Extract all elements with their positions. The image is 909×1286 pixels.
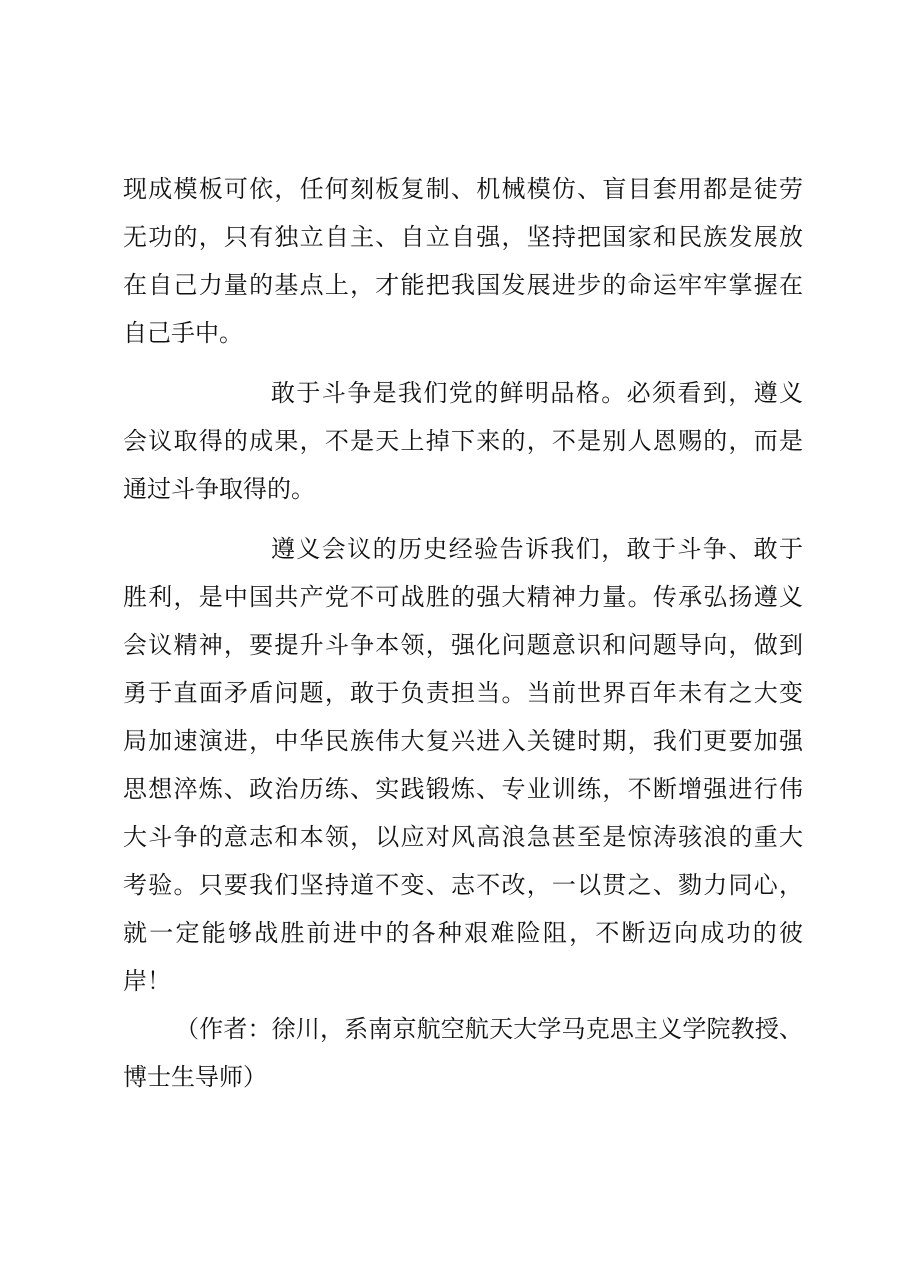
paragraph-line: 局加速演进，中华民族伟大复兴进入关键时期，我们更要加强 <box>123 727 803 755</box>
paragraph-line: 会议取得的成果，不是天上掉下来的，不是别人恩赐的，而是 <box>123 427 803 455</box>
paragraph-1 <box>123 165 803 357</box>
paragraph-line: 通过斗争取得的。 <box>123 475 315 503</box>
paragraph-2 <box>123 369 803 513</box>
paragraph-line: 会议精神，要提升斗争本领，强化问题意识和问题导向，做到 <box>123 631 803 659</box>
paragraph-line: 思想淬炼、政治历练、实践锻炼、专业训练，不断增强进行伟 <box>123 775 803 803</box>
paragraph-line: 自己手中。 <box>123 319 243 347</box>
paragraph-line: 现成模板可依，任何刻板复制、机械模仿、盲目套用都是徒劳 <box>123 175 803 203</box>
paragraph-line: 勇于直面矛盾问题，敢于负责担当。当前世界百年未有之大变 <box>123 679 803 707</box>
paragraph-line: 就一定能够战胜前进中的各种艰难险阻，不断迈向成功的彼 <box>123 919 803 947</box>
paragraph-line: 无功的，只有独立自主、自立自强，坚持把国家和民族发展放 <box>123 223 803 251</box>
paragraph-line: 考验。只要我们坚持道不变、志不改，一以贯之、勠力同心， <box>123 871 803 899</box>
author-note <box>123 1005 803 1101</box>
paragraph-line: 敢于斗争是我们党的鲜明品格。必须看到，遵义 <box>271 379 803 407</box>
author-note-line: 博士生导师） <box>123 1063 267 1091</box>
paragraph-line: 大斗争的意志和本领，以应对风高浪急甚至是惊涛骇浪的重大 <box>123 823 803 851</box>
paragraph-line: 遵义会议的历史经验告诉我们，敢于斗争、敢于 <box>271 535 803 563</box>
author-note-line: （作者：徐川，系南京航空航天大学马克思主义学院教授、 <box>175 1015 803 1043</box>
paragraph-line: 胜利，是中国共产党不可战胜的强大精神力量。传承弘扬遵义 <box>123 583 803 611</box>
paragraph-3 <box>123 525 803 1005</box>
paragraph-line: 岸！ <box>123 967 171 995</box>
paragraph-line: 在自己力量的基点上，才能把我国发展进步的命运牢牢掌握在 <box>123 271 803 299</box>
article-body <box>123 165 803 1101</box>
